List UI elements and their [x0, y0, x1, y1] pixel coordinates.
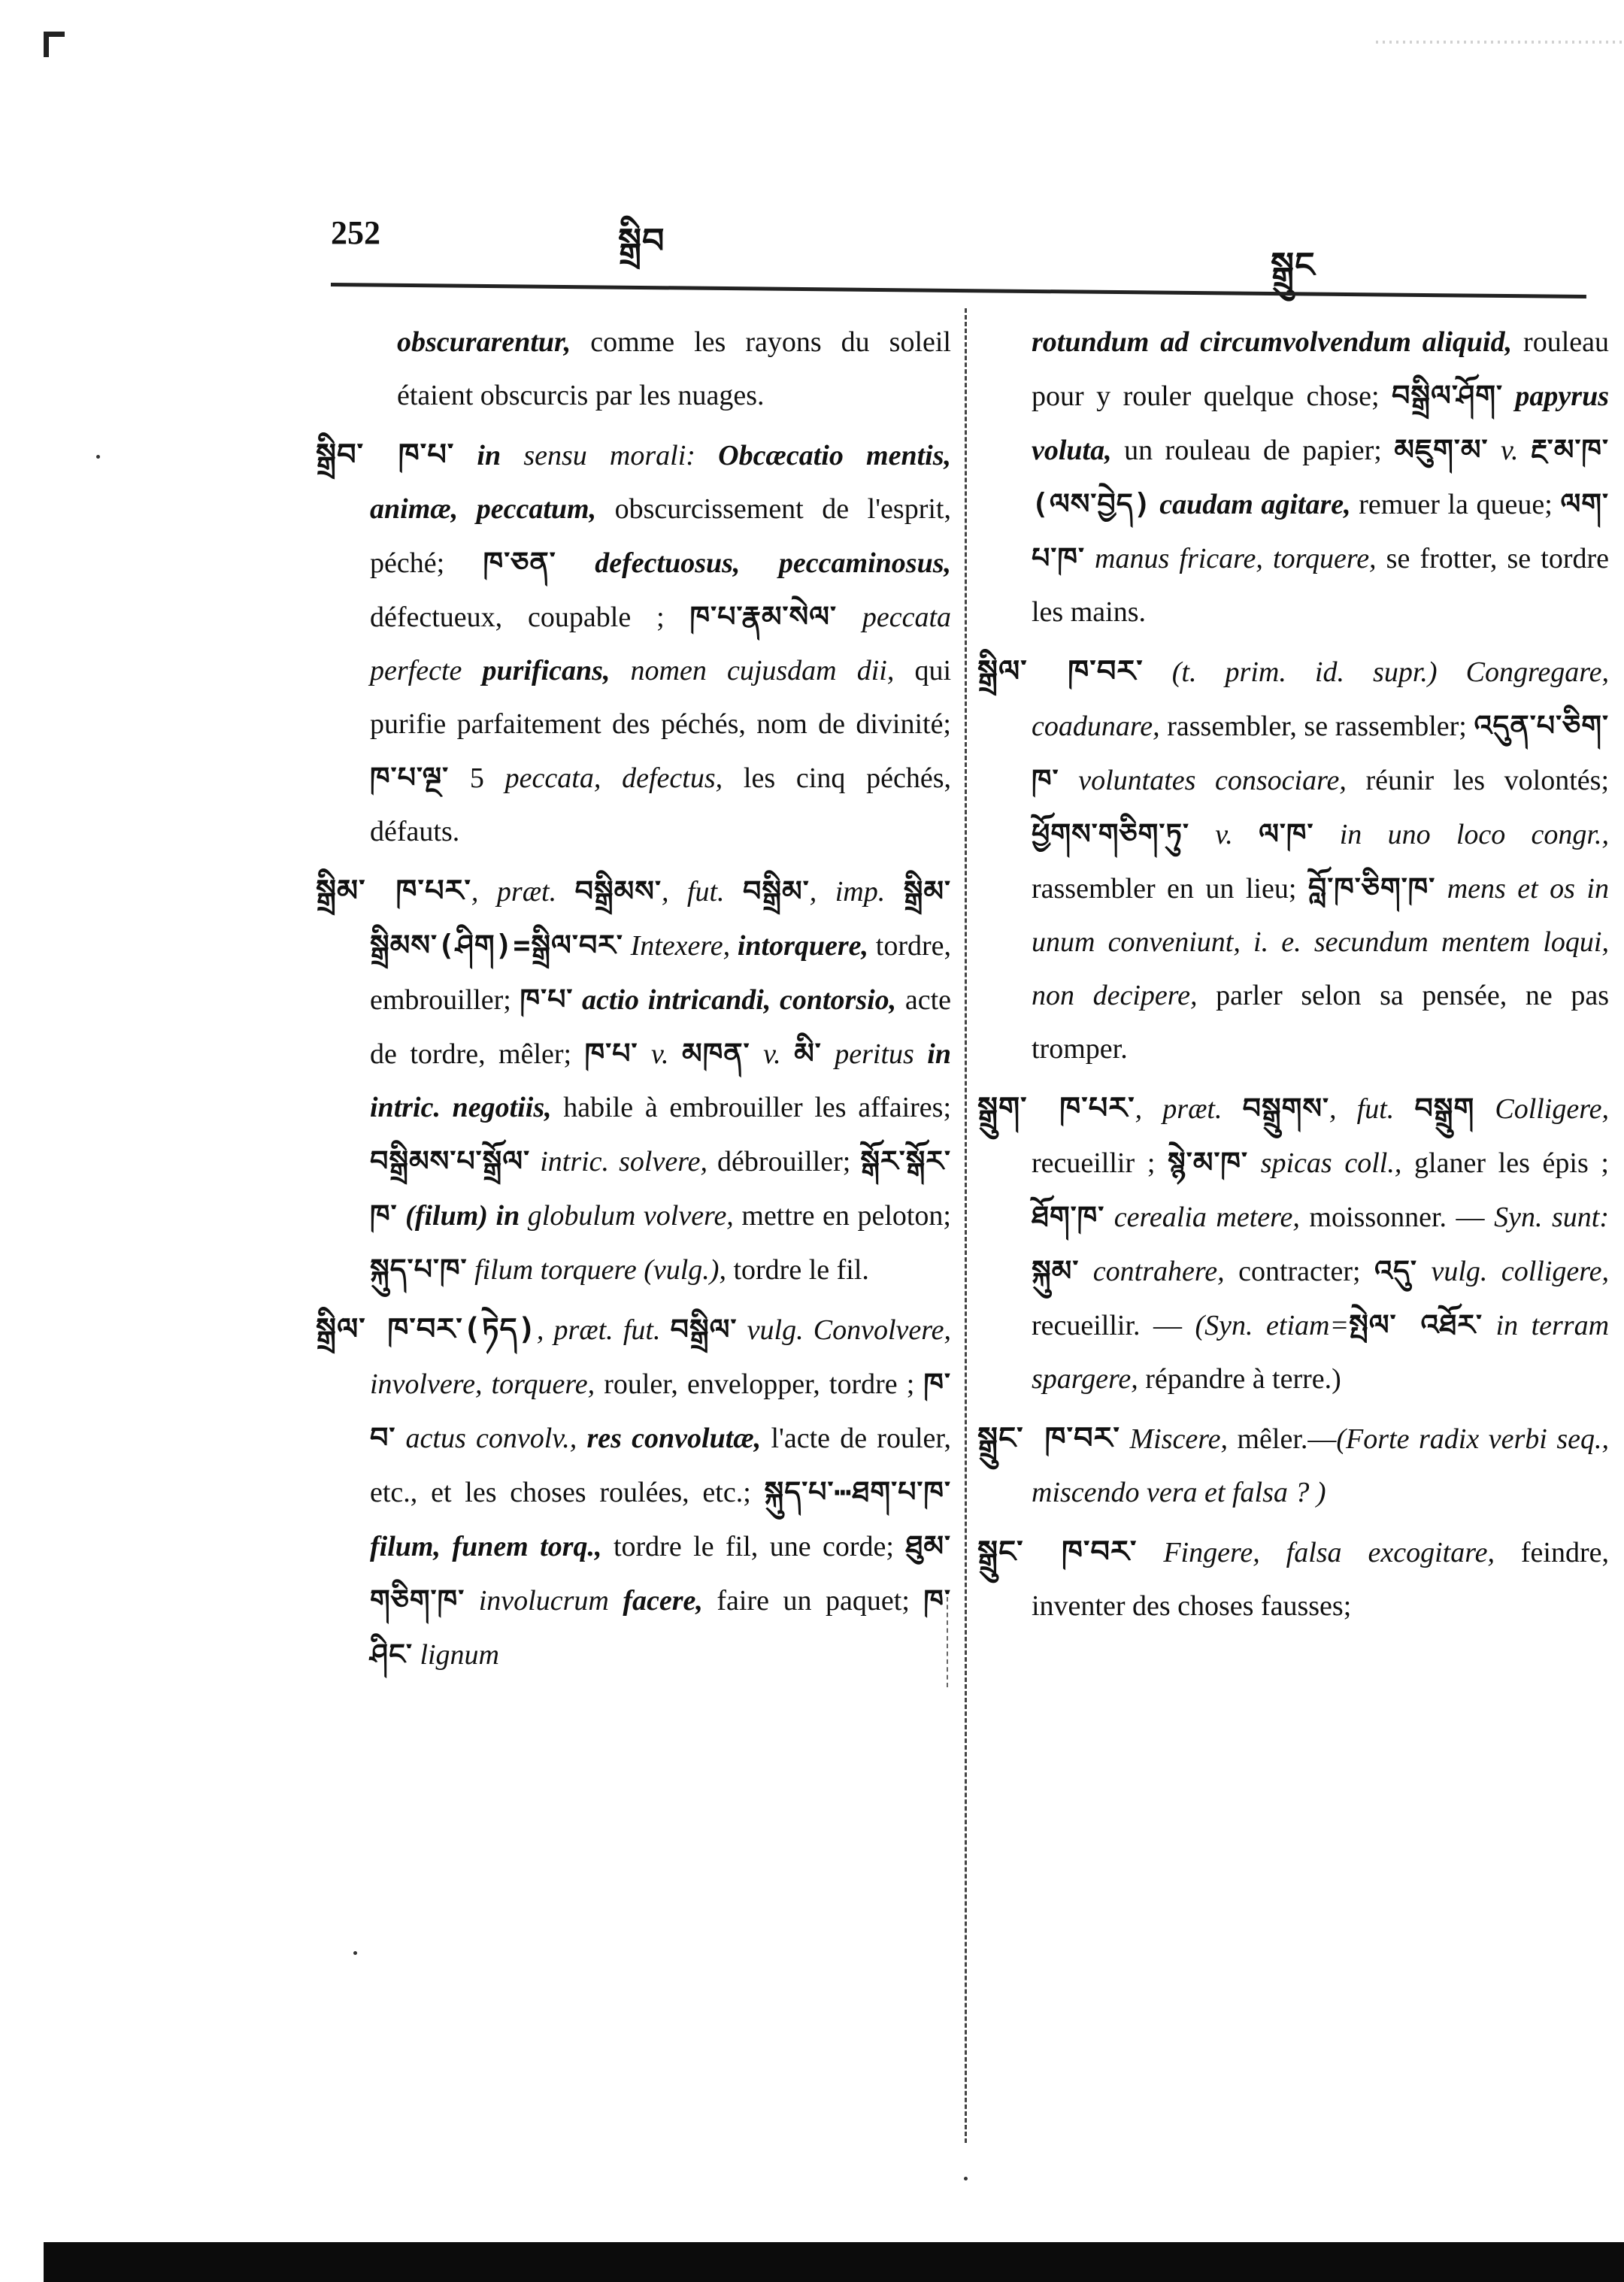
tibetan-term: སྐུད་པ་⋯ཐག་པ་ཁ་: [764, 1475, 951, 1508]
french-gloss: tordre, embrouiller;: [370, 930, 951, 1016]
latin-gloss: (Forte radix verbi seq., miscendo vera et falsa ? ): [1032, 1423, 1610, 1508]
french-gloss: les cinq péchés, défauts.: [370, 762, 951, 847]
latin-gloss: , fut.: [661, 876, 744, 908]
tibetan-term: སྒྲུག་ ཁ་པར་: [977, 1091, 1135, 1126]
latin-gloss: involucrum: [465, 1585, 623, 1617]
latin-gloss: in uno loco congr.,: [1313, 819, 1609, 850]
latin-gloss: Intexere,: [623, 930, 738, 962]
latin-gloss: voluntates consociare,: [1059, 765, 1347, 796]
french-gloss: un rouleau de papier;: [1111, 435, 1395, 466]
french-gloss: qui purifie parfaitement des péchés, nom de divinité;: [370, 655, 952, 740]
french-gloss: débrouiller;: [707, 1146, 861, 1177]
latin-gloss: Syn. sunt:: [1494, 1202, 1609, 1233]
latin-gloss: intorquere,: [737, 930, 869, 962]
dictionary-entry: [316, 429, 951, 859]
latin-gloss: sensu morali:: [523, 440, 719, 471]
french-gloss: recueillir ;: [1032, 1147, 1168, 1179]
tibetan-term: སྒྲུང་ ཁ་བར་: [977, 1421, 1120, 1456]
tibetan-term: བློ་ཁ་ཅིག་ཁ་: [1307, 871, 1436, 905]
french-gloss: rouler, envelopper, tordre ;: [595, 1368, 924, 1400]
running-headword-right: སྒྲུང: [1271, 244, 1316, 285]
tibetan-term: སྒོར་སྒོར་ཁ་: [370, 1144, 951, 1232]
latin-gloss: (filum) in: [397, 1200, 520, 1232]
tibetan-term: ཁ་ཅན་: [483, 546, 556, 579]
latin-gloss: defectuosus, peccaminosus,: [556, 547, 951, 579]
latin-gloss: globulum volvere,: [520, 1200, 734, 1232]
tibetan-term: སྒྲིལ་ ཁ་བར་: [977, 654, 1144, 689]
latin-gloss: , præt.: [471, 876, 575, 908]
column-divider: [965, 308, 967, 2143]
column-divider-ticks: [947, 1597, 953, 1687]
french-gloss: moissonner. —: [1299, 1202, 1495, 1233]
french-gloss: habile à embrouiller les affaires;: [551, 1092, 951, 1123]
latin-gloss: filum torquere (vulg.),: [467, 1254, 726, 1286]
header-rule: [331, 283, 1586, 299]
tibetan-term: ཕྱོགས་གཅིག་ཏུ་: [1032, 817, 1189, 850]
tibetan-term: སྒྲིལ་ ཁ་བར་(ཏེད): [316, 1312, 537, 1347]
dictionary-entry: [977, 1526, 1609, 1633]
latin-gloss: res convolutæ,: [586, 1423, 762, 1454]
french-gloss: rouleau pour y rouler quelque chose;: [1032, 326, 1609, 412]
latin-gloss: Obcæcatio mentis, animæ, peccatum,: [370, 440, 951, 525]
latin-gloss: , fut.: [1329, 1093, 1415, 1125]
french-gloss: l'acte de rouler, etc., et les choses roulées, etc.;: [370, 1423, 951, 1508]
tibetan-term: མཇུག་མ་: [1394, 433, 1489, 466]
french-gloss: tordre le fil.: [726, 1254, 869, 1286]
french-gloss: recueillir. —: [1032, 1310, 1195, 1341]
latin-gloss: v.: [638, 1038, 683, 1070]
tibetan-term: བསྒྲིལ་ཤོག་: [1392, 379, 1503, 412]
latin-gloss: in: [454, 440, 524, 471]
latin-gloss: Colligere,: [1474, 1093, 1609, 1125]
french-gloss: acte de tordre, mêler;: [370, 984, 951, 1070]
dictionary-entry: [316, 1303, 951, 1682]
latin-gloss: , imp.: [809, 876, 904, 908]
french-gloss: mettre en peloton;: [733, 1200, 951, 1232]
tibetan-term: བསྒྲུག: [1414, 1092, 1475, 1125]
dictionary-entry: [316, 865, 951, 1297]
latin-gloss: obscurarentur,: [397, 326, 571, 358]
french-gloss: rassembler, se rassembler;: [1159, 711, 1474, 742]
latin-gloss: (t. prim. id. supr.) Congregare, coadunare,: [1032, 656, 1609, 742]
scan-corner-mark: [44, 32, 65, 57]
latin-gloss: cerealia metere,: [1104, 1202, 1300, 1233]
latin-gloss: in intric. negotiis,: [370, 1038, 951, 1123]
latin-gloss: v.: [1488, 435, 1531, 466]
latin-gloss: vulg. Convolvere, involvere, torquere,: [370, 1314, 952, 1400]
right-column: [977, 316, 1609, 1639]
tibetan-term: འདུ་: [1374, 1254, 1417, 1287]
french-gloss: réunir les volontés;: [1346, 765, 1609, 796]
french-gloss: comme les rayons du soleil étaient obscurcis par les nuages.: [397, 326, 951, 411]
latin-gloss: filum, funem torq.,: [370, 1531, 602, 1562]
latin-gloss: lignum: [412, 1639, 499, 1671]
latin-gloss: Miscere,: [1120, 1423, 1228, 1455]
french-gloss: remuer la queue;: [1350, 489, 1561, 520]
latin-gloss: v.: [750, 1038, 795, 1070]
french-gloss: faire un paquet;: [702, 1585, 924, 1617]
scan-speck: [96, 455, 100, 459]
tibetan-term: སྐུམ་: [1032, 1254, 1080, 1287]
dictionary-entry: [977, 1412, 1609, 1520]
latin-gloss: mens et os in unum conveniunt, i. e. secundum mentem loqui, non decipere,: [1032, 873, 1609, 1011]
french-gloss: parler selon sa pensée, ne pas tromper.: [1032, 980, 1610, 1065]
latin-gloss: peritus: [821, 1038, 928, 1070]
tibetan-term: སྒྲིབ་ ཁ་པ་: [316, 438, 455, 472]
french-gloss: mêler.—: [1227, 1423, 1337, 1455]
french-gloss: se frotter, se tordre les mains.: [1032, 543, 1609, 628]
tibetan-term: འདུན་པ་ཅིག་ཁ་: [1032, 709, 1609, 796]
page-number: 252: [331, 214, 380, 251]
french-gloss: feindre, inventer des choses fausses;: [1032, 1537, 1609, 1622]
tibetan-term: ཁ་པ་: [520, 983, 574, 1016]
latin-gloss: , præt.: [1135, 1093, 1243, 1125]
latin-gloss: manus fricare, torquere,: [1084, 543, 1377, 574]
tibetan-term: སྒྲིམ་ སྒྲིམས་(ཤིག)=སྒྲིལ་བར་: [370, 874, 952, 962]
tibetan-term: སྤེལ་ འཐོར་: [1349, 1308, 1483, 1341]
french-gloss: tordre le fil, une corde;: [601, 1531, 906, 1562]
tibetan-term: སྐུད་པ་ཁ་: [370, 1253, 468, 1286]
french-gloss: rassembler en un lieu;: [1032, 873, 1308, 905]
tibetan-term: མཁན་: [682, 1037, 750, 1070]
tibetan-term: ཁ་པ་རྣམ་སེལ་: [689, 600, 837, 633]
tibetan-term: སྙེ་མ་ཁ་: [1168, 1146, 1249, 1179]
scan-speck: [964, 2177, 968, 2180]
tibetan-term: ཐུམ་གཅིག་ཁ་: [370, 1529, 951, 1617]
tibetan-term: ཁ་ཤིང་: [370, 1583, 951, 1671]
latin-gloss: (Syn. etiam=: [1195, 1310, 1350, 1341]
latin-gloss: peccata perfecte: [370, 602, 952, 686]
latin-gloss: purificans,: [482, 655, 611, 686]
french-gloss: répandre à terre.): [1138, 1363, 1341, 1395]
tibetan-term: མི་: [794, 1037, 822, 1070]
scan-edge-noise: [1376, 41, 1624, 44]
tibetan-term: བསྒྲིལ་: [670, 1313, 738, 1346]
tibetan-term: ལག་པ་ཁ་: [1032, 487, 1610, 574]
tibetan-term: བསྒྲིམས་པ་སྒྲོལ་: [370, 1144, 531, 1177]
latin-gloss: actus convolv.,: [395, 1423, 587, 1454]
tibetan-term: ཁ་པ་ལྔ་: [370, 761, 450, 794]
french-gloss: défectueux, coupable ;: [370, 602, 690, 633]
french-gloss: 5: [449, 762, 505, 794]
latin-gloss: caudam agitare,: [1151, 489, 1351, 520]
tibetan-term: བསྒྲིམས་: [574, 874, 662, 908]
running-headword-left: སྒྲིབ: [618, 220, 665, 261]
dictionary-entry: [977, 1082, 1609, 1406]
tibetan-term: བསྒྲིམ་: [743, 874, 810, 908]
tibetan-term: ཁ་བ་: [370, 1367, 951, 1454]
latin-gloss: intric. solvere,: [530, 1146, 707, 1177]
french-gloss: glaner les épis ;: [1401, 1147, 1609, 1179]
latin-gloss: Fingere, falsa excogitare,: [1137, 1537, 1495, 1568]
tibetan-term: རྔ་མ་ཁ་(ལས་བྱེད): [1032, 433, 1610, 520]
latin-gloss: rotundum ad circumvolvendum aliquid,: [1032, 326, 1513, 358]
french-gloss: obscurcissement de l'esprit, péché;: [370, 493, 951, 579]
tibetan-term: བསྒྲུགས་: [1242, 1092, 1330, 1125]
latin-gloss: actio intricandi, contorsio,: [573, 984, 897, 1016]
entry-continuation: [316, 316, 951, 423]
latin-gloss: in terram spargere,: [1032, 1310, 1610, 1395]
latin-gloss: contrahere,: [1079, 1256, 1225, 1287]
french-gloss: contracter;: [1224, 1256, 1375, 1287]
entry-continuation: [977, 316, 1609, 639]
dictionary-entry: [977, 645, 1609, 1076]
latin-gloss: , præt. fut.: [536, 1314, 671, 1346]
tibetan-term: ལ་ཁ་: [1259, 817, 1314, 850]
scan-bottom-band: [44, 2242, 1624, 2282]
scan-speck: [353, 1951, 357, 1955]
latin-gloss: v.: [1189, 819, 1259, 850]
tibetan-term: སྒྲིམ་ ཁ་པར་: [316, 874, 471, 908]
latin-gloss: nomen cujusdam dii,: [610, 655, 895, 686]
latin-gloss: peccata, defectus,: [504, 762, 723, 794]
tibetan-term: ཁ་པ་: [584, 1037, 638, 1070]
latin-gloss: facere,: [623, 1585, 703, 1617]
left-column: [316, 316, 951, 1688]
latin-gloss: papyrus voluta,: [1032, 380, 1609, 466]
tibetan-term: སྒྲུང་ ཁ་བར་: [977, 1535, 1138, 1569]
latin-gloss: spicas coll.,: [1248, 1147, 1402, 1179]
latin-gloss: vulg. colligere,: [1416, 1256, 1609, 1287]
tibetan-term: ཐོག་ཁ་: [1032, 1200, 1105, 1233]
